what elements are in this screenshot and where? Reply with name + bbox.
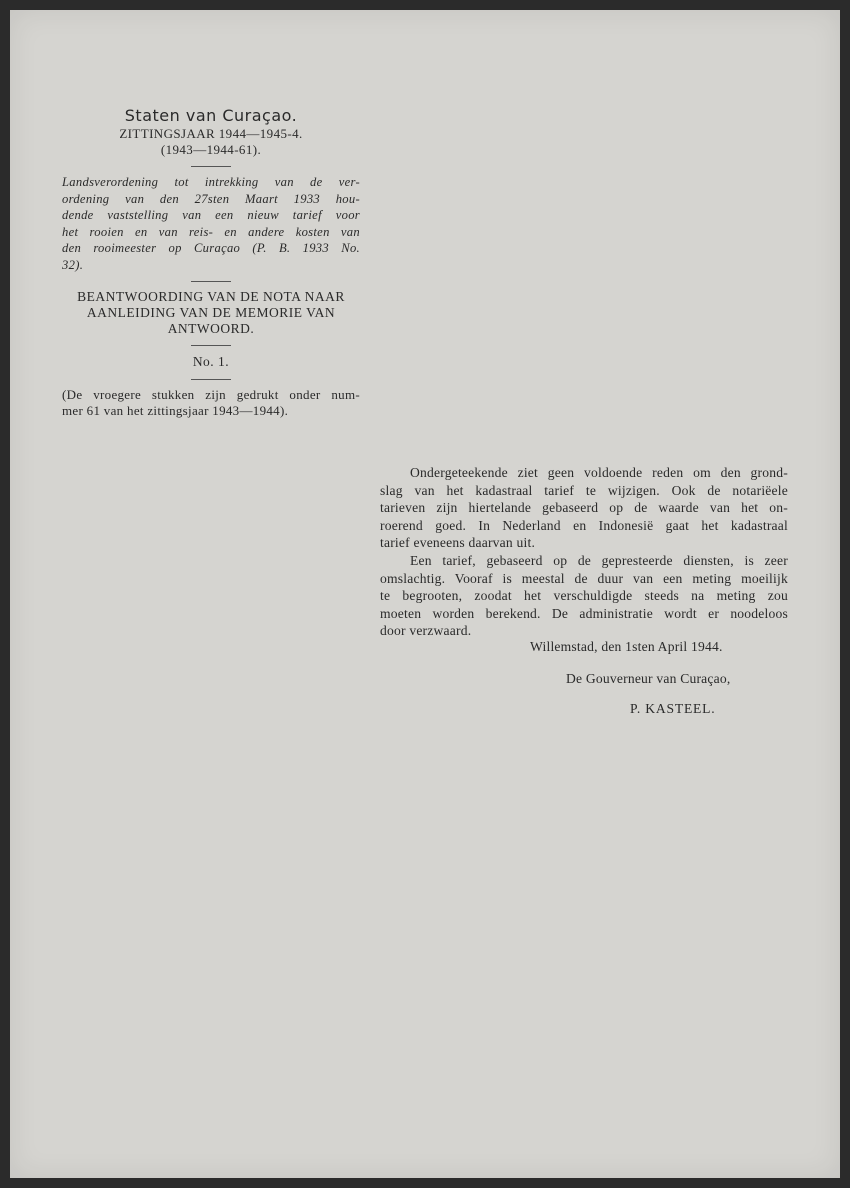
- body-line: Een tarief, gebaseerd op de gepresteerde diensten, is zeer: [410, 552, 788, 568]
- divider: [191, 166, 231, 167]
- body-line: door verzwaard.: [380, 623, 472, 639]
- subject-line: Landsverordening tot intrekking van de ver-: [62, 175, 360, 189]
- previous-documents-note: [62, 387, 360, 419]
- body-line: tarief eveneens daarvan uit.: [380, 535, 536, 551]
- body-line: Ondergeteekende ziet geen voldoende reden om den grond-: [410, 465, 788, 480]
- document-number: No. 1.: [192, 354, 230, 369]
- subject-line: het rooien en van reis- en andere kosten van: [62, 224, 360, 239]
- subject-line: dende vaststelling van een nieuw tarief voor: [62, 208, 360, 222]
- organization-title: Staten van Curaçao.: [124, 106, 298, 125]
- body-line: tarieven zijn hiertelande gebaseerd op de waarde van het on-: [380, 500, 788, 516]
- body-line: slag van het kadastraal tarief te wijzigen. Ook de notariëele: [380, 482, 788, 498]
- subject-line: den rooimeester op Curaçao (P. B. 1933 No.: [62, 241, 360, 255]
- note-line: mer 61 van het zittingsjaar 1943—1944).: [62, 403, 289, 418]
- heading-line: AANLEIDING VAN DE MEMORIE VAN: [86, 305, 336, 320]
- body-line: roerend goed. In Nederland en Indonesië gaat het kadastraal: [380, 517, 788, 533]
- signer-title: De Gouverneur van Curaçao,: [566, 671, 731, 686]
- paragraph-1: [380, 464, 788, 552]
- subject-line: 32).: [62, 257, 84, 272]
- paragraph-2: [380, 552, 788, 640]
- subject-line: ordening van den 27sten Maart 1933 hou-: [62, 191, 360, 206]
- note-line: (De vroegere stukken zijn gedrukt onder num-: [62, 387, 360, 402]
- session-year: ZITTINGSJAAR 1944—1945-4.: [119, 126, 303, 141]
- body-line: te begrooten, zoodat het verschuldigde steeds na meting zou: [380, 588, 788, 604]
- body-line: moeten worden berekend. De administratie wordt er noodeloos: [380, 605, 788, 621]
- left-column: [62, 106, 360, 419]
- signer-name: P. KASTEEL.: [630, 701, 716, 716]
- session-reference: (1943—1944-61).: [160, 142, 262, 157]
- document-page: [10, 10, 840, 1178]
- document-heading: [62, 289, 360, 337]
- body-line: omslachtig. Vooraf is meestal de duur van een meting moeilijk: [380, 570, 788, 586]
- heading-line: ANTWOORD.: [167, 321, 255, 336]
- divider: [191, 281, 231, 282]
- divider: [191, 379, 231, 380]
- divider: [191, 345, 231, 346]
- subject-description: [62, 174, 360, 273]
- heading-line: BEANTWOORDING VAN DE NOTA NAAR: [77, 289, 345, 304]
- place-and-date: Willemstad, den 1sten April 1944.: [530, 639, 723, 654]
- response-body: [380, 464, 788, 716]
